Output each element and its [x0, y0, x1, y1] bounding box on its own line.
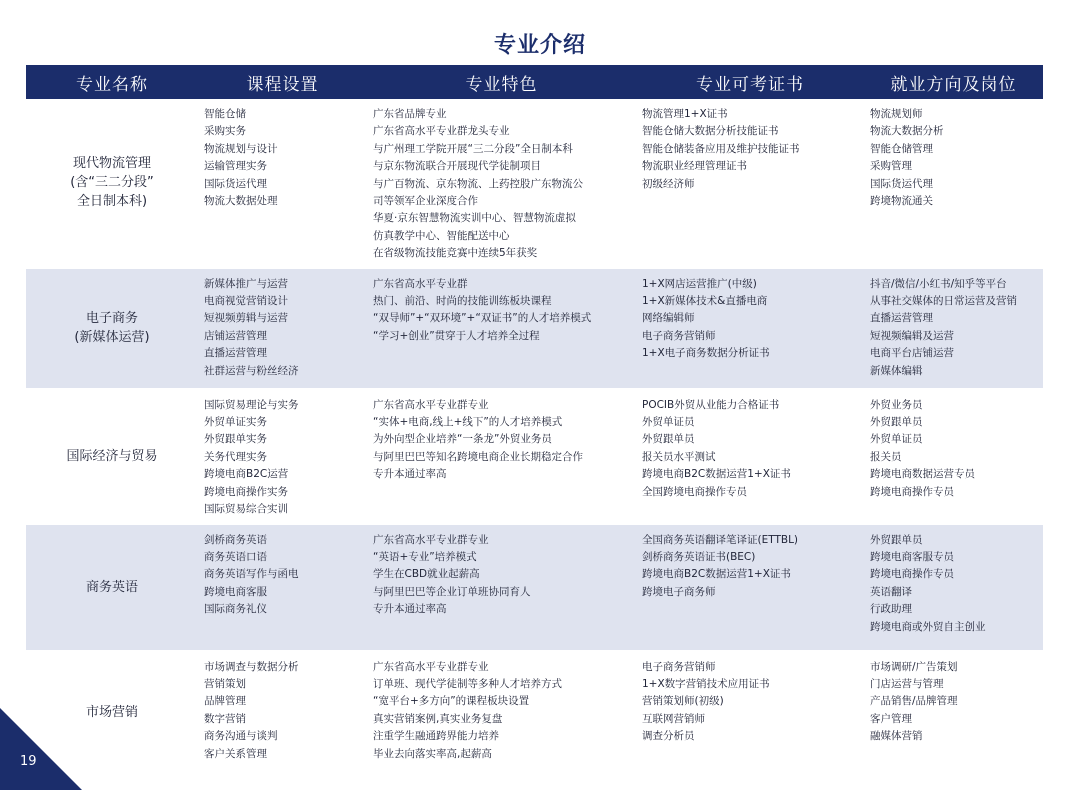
corner-decoration: [0, 708, 82, 790]
certificate-list-item: 物流管理1+X证书: [642, 108, 728, 120]
career-list: [864, 389, 1043, 524]
table-row: [26, 524, 1043, 651]
feature-list-item: 与阿里巴巴等知名跨境电商企业长期稳定合作: [373, 450, 583, 463]
table-header-row: [26, 65, 1043, 99]
course-list: [198, 389, 367, 524]
course-list-item: 短视频剪辑与运营: [204, 312, 288, 325]
feature-list: [367, 651, 636, 775]
course-list: [198, 99, 367, 268]
feature-list-item: 与京东物流联合开展现代学徒制项目: [373, 160, 541, 173]
course-list: [198, 524, 367, 651]
feature-list-item: “双导师”+“双环境”+“双证书”的人才培养模式: [373, 312, 592, 325]
course-list-item: 电商视觉营销设计: [204, 295, 288, 308]
certificate-list-item: 智能仓储装备应用及维护技能证书: [642, 142, 800, 155]
course-list-item: 运输管理实务: [204, 160, 267, 173]
certificate-list-item: 网络编辑师: [642, 312, 695, 325]
career-list-item: 从事社交媒体的日常运营及营销: [870, 295, 1017, 308]
certificate-list-item: 跨境电商B2C数据运营1+X证书: [642, 468, 791, 481]
certificate-list-item: 电子商务营销师: [642, 660, 716, 673]
certificate-list-item: 全国跨境电商操作专员: [642, 485, 747, 498]
course-list-item: 品牌管理: [204, 695, 246, 708]
course-list-item: 智能仓储: [204, 108, 246, 120]
table-row: [26, 99, 1043, 268]
course-list-item: 外贸跟单实务: [204, 433, 267, 446]
career-list-item: 跨境电商数据运营专员: [870, 468, 975, 481]
course-list-item: 跨境电商客服: [204, 585, 267, 598]
feature-list-item: 与广州理工学院开展“三二分段”全日制本科: [373, 142, 573, 155]
course-list-item: 外贸单证实务: [204, 416, 267, 429]
course-list-item: 物流规划与设计: [204, 142, 278, 155]
feature-list-item: 学生在CBD就业起薪高: [373, 568, 480, 581]
certificate-list-item: POCIB外贸从业能力合格证书: [642, 398, 780, 411]
feature-list-item: 为外向型企业培养“一条龙”外贸业务员: [373, 433, 552, 446]
career-list-item: 智能仓储管理: [870, 142, 933, 155]
feature-list-item: 司等领军企业深度合作: [373, 195, 478, 208]
career-list-item: 新媒体编辑: [870, 364, 923, 377]
career-list: [864, 99, 1043, 268]
certificate-list-item: 1+X数字营销技术应用证书: [642, 677, 770, 690]
course-list-item: 剑桥商务英语: [204, 533, 267, 546]
feature-list-item: 与阿里巴巴等企业订单班协同育人: [373, 585, 531, 598]
header-courses: 课程设置: [198, 65, 367, 99]
header-features: 专业特色: [367, 65, 636, 99]
career-list-item: 国际货运代理: [870, 177, 933, 190]
certificate-list-item: 全国商务英语翻译笔译证(ETTBL): [642, 533, 799, 546]
feature-list-item: “实体+电商,线上+线下”的人才培养模式: [373, 416, 563, 429]
certificate-list: [636, 99, 864, 268]
career-list-item: 产品销售/品牌管理: [870, 695, 958, 708]
course-list-item: 商务沟通与谈判: [204, 730, 278, 743]
course-list-item: 国际贸易理论与实务: [204, 398, 299, 411]
major-name: 现代物流管理 (含“三二分段” 全日制本科): [26, 99, 198, 268]
course-list-item: 关务代理实务: [204, 450, 267, 463]
certificate-list-item: 调查分析员: [642, 730, 695, 743]
career-list-item: 跨境电商操作专员: [870, 485, 954, 498]
major-name: 商务英语: [26, 524, 198, 651]
career-list-item: 英语翻译: [870, 585, 912, 598]
career-list-item: 外贸业务员: [870, 398, 923, 411]
course-list-item: 国际商务礼仪: [204, 603, 267, 616]
course-list-item: 客户关系管理: [204, 747, 267, 760]
certificate-list-item: 跨境电子商务师: [642, 585, 716, 598]
table-row: [26, 268, 1043, 389]
career-list: [864, 651, 1043, 775]
career-list-item: 外贸跟单员: [870, 416, 923, 429]
course-list-item: 跨境电商操作实务: [204, 485, 288, 498]
feature-list-item: “宽平台+多方向”的课程板块设置: [373, 695, 530, 708]
certificate-list: [636, 524, 864, 651]
certificate-list-item: 互联网营销师: [642, 712, 705, 725]
feature-list-item: 专升本通过率高: [373, 603, 447, 616]
career-list-item: 客户管理: [870, 712, 912, 725]
course-list-item: 商务英语口语: [204, 550, 267, 563]
feature-list-item: 仿真教学中心、智能配送中心: [373, 229, 510, 242]
course-list-item: 国际贸易综合实训: [204, 503, 288, 516]
feature-list-item: 毕业去向落实率高,起薪高: [373, 747, 492, 760]
feature-list-item: 与广百物流、京东物流、上药控股广东物流公: [373, 177, 583, 190]
certificate-list-item: 外贸跟单员: [642, 433, 695, 446]
course-list-item: 市场调查与数据分析: [204, 660, 299, 673]
course-list: [198, 268, 367, 389]
career-list-item: 报关员: [870, 450, 902, 463]
feature-list-item: 华夏·京东智慧物流实训中心、智慧物流虚拟: [373, 212, 576, 225]
majors-table: [26, 65, 1043, 776]
major-name: 电子商务 (新媒体运营): [26, 268, 198, 389]
feature-list-item: 在省级物流技能竞赛中连续5年获奖: [373, 247, 538, 260]
career-list-item: 采购管理: [870, 160, 912, 173]
table-row: [26, 389, 1043, 524]
course-list-item: 社群运营与粉丝经济: [204, 364, 299, 377]
career-list: [864, 268, 1043, 389]
certificate-list-item: 1+X电子商务数据分析证书: [642, 347, 770, 360]
career-list-item: 融媒体营销: [870, 730, 923, 743]
career-list-item: 跨境电商客服专员: [870, 550, 954, 563]
certificate-list-item: 物流职业经理管理证书: [642, 160, 747, 173]
course-list-item: 直播运营管理: [204, 347, 267, 360]
career-list-item: 市场调研/广告策划: [870, 660, 958, 673]
header-certificates: 专业可考证书: [636, 65, 864, 99]
certificate-list-item: 初级经济师: [642, 177, 695, 190]
feature-list-item: 热门、前沿、时尚的技能训练板块课程: [373, 295, 552, 308]
certificate-list-item: 报关员水平测试: [642, 450, 716, 463]
career-list-item: 直播运营管理: [870, 312, 933, 325]
certificate-list-item: 剑桥商务英语证书(BEC): [642, 550, 756, 563]
feature-list-item: 广东省高水平专业群: [373, 277, 468, 290]
page-title: 专业介绍: [493, 33, 586, 58]
feature-list-item: 订单班、现代学徒制等多种人才培养方式: [373, 677, 562, 690]
career-list: [864, 524, 1043, 651]
feature-list: [367, 524, 636, 651]
feature-list-item: “学习+创业”贯穿于人才培养全过程: [373, 329, 540, 342]
feature-list: [367, 268, 636, 389]
career-list-item: 物流大数据分析: [870, 125, 944, 138]
career-list-item: 跨境物流通关: [870, 195, 933, 208]
feature-list-item: 专升本通过率高: [373, 468, 447, 481]
page-number: 19: [20, 754, 37, 769]
certificate-list: [636, 651, 864, 775]
certificate-list: [636, 268, 864, 389]
career-list-item: 外贸单证员: [870, 433, 923, 446]
header-careers: 就业方向及岗位: [864, 65, 1043, 99]
feature-list-item: 广东省品牌专业: [373, 108, 447, 120]
feature-list-item: 注重学生融通跨界能力培养: [373, 730, 499, 743]
feature-list: [367, 99, 636, 268]
feature-list: [367, 389, 636, 524]
career-list-item: 跨境电商或外贸自主创业: [870, 620, 986, 633]
feature-list-item: 广东省高水平专业群专业: [373, 398, 489, 411]
certificate-list-item: 电子商务营销师: [642, 329, 716, 342]
career-list-item: 外贸跟单员: [870, 533, 923, 546]
career-list-item: 跨境电商操作专员: [870, 568, 954, 581]
career-list-item: 电商平台店铺运营: [870, 347, 954, 360]
career-list-item: 抖音/微信/小红书/知乎等平台: [870, 277, 1007, 290]
certificate-list-item: 1+X新媒体技术&直播电商: [642, 295, 768, 308]
career-list-item: 短视频编辑及运营: [870, 329, 954, 342]
career-list-item: 行政助理: [870, 603, 912, 616]
certificate-list-item: 智能仓储大数据分析技能证书: [642, 125, 779, 138]
course-list-item: 国际货运代理: [204, 177, 267, 190]
course-list-item: 采购实务: [204, 125, 246, 138]
major-name: 国际经济与贸易: [26, 389, 198, 524]
course-list: [198, 651, 367, 775]
feature-list-item: “英语+专业”培养模式: [373, 550, 477, 563]
header-major-name: 专业名称: [26, 65, 198, 99]
certificate-list: [636, 389, 864, 524]
course-list-item: 店铺运营管理: [204, 329, 267, 342]
course-list-item: 新媒体推广与运营: [204, 277, 288, 290]
major-name: 市场营销: [26, 651, 198, 775]
career-list-item: 物流规划师: [870, 108, 923, 120]
feature-list-item: 真实营销案例,真实业务复盘: [373, 712, 503, 725]
course-list-item: 数字营销: [204, 712, 246, 725]
course-list-item: 营销策划: [204, 677, 246, 690]
certificate-list-item: 外贸单证员: [642, 416, 695, 429]
feature-list-item: 广东省高水平专业群专业: [373, 533, 489, 546]
feature-list-item: 广东省高水平专业群龙头专业: [373, 125, 510, 138]
course-list-item: 跨境电商B2C运营: [204, 468, 289, 481]
course-list-item: 商务英语写作与函电: [204, 568, 299, 581]
certificate-list-item: 1+X网店运营推广(中级): [642, 277, 757, 290]
feature-list-item: 广东省高水平专业群专业: [373, 660, 489, 673]
career-list-item: 门店运营与管理: [870, 677, 944, 690]
table-row: [26, 651, 1043, 775]
certificate-list-item: 跨境电商B2C数据运营1+X证书: [642, 568, 791, 581]
certificate-list-item: 营销策划师(初级): [642, 695, 724, 708]
course-list-item: 物流大数据处理: [204, 195, 278, 208]
